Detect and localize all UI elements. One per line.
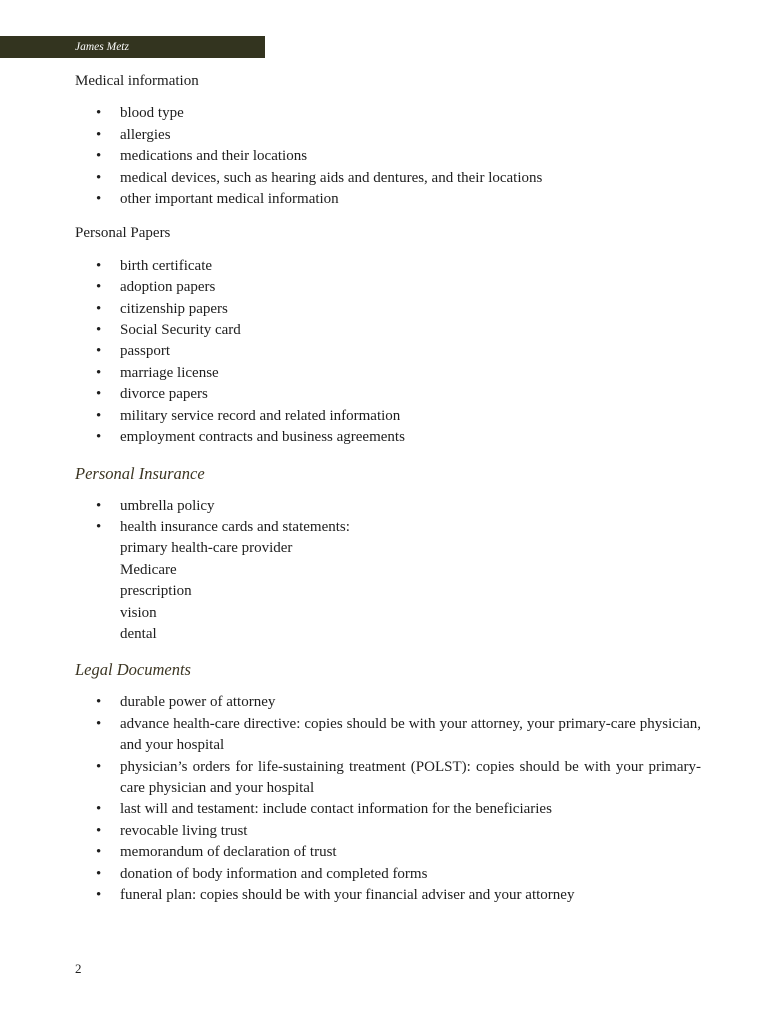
section-heading-legal-documents: Legal Documents — [75, 660, 191, 680]
list-item: • durable power of attorney — [75, 692, 701, 713]
list-item: • last will and testament: include contact information for the beneficiaries — [75, 799, 701, 820]
sub-list-item: dental — [120, 625, 157, 642]
bullet-icon: • — [96, 279, 102, 296]
legal-documents-list — [75, 692, 701, 906]
bullet-icon: • — [96, 126, 102, 143]
list-item: • employment contracts and business agreements — [75, 427, 701, 448]
personal-insurance-list — [75, 496, 701, 646]
bullet-icon: • — [96, 386, 102, 403]
bullet-icon: • — [96, 322, 102, 339]
bullet-icon: • — [96, 694, 102, 711]
list-item: • donation of body information and completed forms — [75, 864, 701, 885]
list-item: • citizenship papers — [75, 299, 701, 320]
bullet-icon: • — [96, 105, 102, 122]
bullet-icon: • — [96, 300, 102, 317]
list-item: • health insurance cards and statements: primary health-care provider Medicare prescription vision dental — [75, 517, 701, 645]
bullet-icon: • — [96, 865, 102, 882]
section-heading-personal-papers: Personal Papers — [75, 225, 171, 242]
list-item: • advance health-care directive: copies should be with your attorney, your primary-care physician, and your hospital — [96, 715, 701, 754]
list-item: • adoption papers — [75, 277, 701, 298]
list-item: • divorce papers — [75, 384, 701, 405]
page-content — [75, 71, 701, 906]
list-item: • other important medical information — [75, 189, 701, 210]
bullet-icon: • — [96, 518, 102, 535]
bullet-icon: • — [96, 822, 102, 839]
bullet-icon: • — [96, 257, 102, 274]
bullet-icon: • — [96, 148, 102, 165]
list-item: • birth certificate — [75, 256, 701, 277]
bullet-icon: • — [96, 801, 102, 818]
bullet-icon: • — [96, 364, 102, 381]
list-item: • memorandum of declaration of trust — [75, 842, 701, 863]
sub-list-item: vision — [120, 604, 157, 621]
list-item: • marriage license — [75, 363, 701, 384]
bullet-icon: • — [96, 343, 102, 360]
list-item: • Social Security card — [75, 320, 701, 341]
personal-papers-list — [75, 256, 701, 449]
bullet-icon: • — [96, 758, 102, 775]
list-item: • allergies — [75, 125, 701, 146]
bullet-icon: • — [96, 407, 102, 424]
bullet-icon: • — [96, 191, 102, 208]
section-heading-medical-information: Medical information — [75, 73, 199, 89]
list-item: • medical devices, such as hearing aids and dentures, and their locations — [75, 168, 701, 189]
bullet-icon: • — [96, 887, 102, 903]
page-number: 2 — [75, 961, 82, 976]
list-item: • military service record and related information — [75, 406, 701, 427]
sub-list-item: primary health-care provider — [120, 540, 293, 557]
sub-list-item: Medicare — [120, 561, 177, 578]
list-item: • passport — [75, 341, 701, 362]
header-author: James Metz — [75, 41, 129, 53]
list-item: • funeral plan: copies should be with your financial adviser and your attorney — [75, 885, 701, 906]
bullet-icon: • — [96, 169, 102, 186]
bullet-icon: • — [96, 844, 102, 861]
list-item: • blood type — [75, 103, 701, 124]
list-item: • physician’s orders for life-sustaining treatment (POLST): copies should be with your primary-care physician and your hospital — [96, 758, 701, 796]
bullet-icon: • — [96, 429, 102, 446]
sub-list-item: prescription — [120, 583, 192, 600]
medical-information-list — [75, 103, 701, 210]
section-heading-personal-insurance: Personal Insurance — [75, 463, 205, 483]
list-item: • medications and their locations — [75, 146, 701, 167]
list-item: • umbrella policy — [75, 496, 701, 517]
list-item: • revocable living trust — [75, 821, 701, 842]
bullet-icon: • — [96, 715, 102, 732]
bullet-icon: • — [96, 497, 102, 514]
header-band — [0, 36, 265, 58]
